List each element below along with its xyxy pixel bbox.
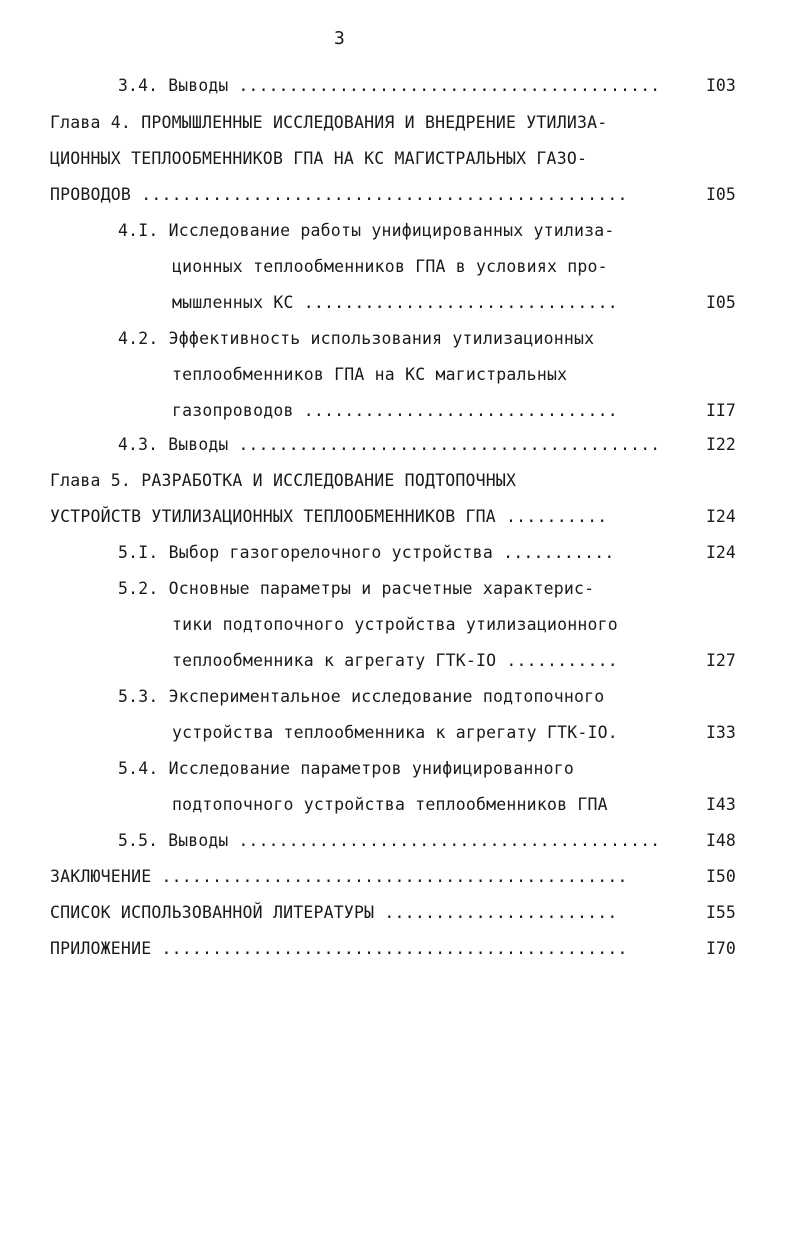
toc-entry-5-1[interactable]: 5.I. Выбор газогорелочного устройства ........... — [118, 543, 615, 562]
toc-entry-4-1-line2[interactable]: ционных теплообменников ГПА в условиях про- — [172, 257, 608, 276]
toc-references[interactable]: СПИСОК ИСПОЛЬЗОВАННОЙ ЛИТЕРАТУРЫ ....................... — [50, 903, 618, 922]
toc-entry-4-1-line3[interactable]: мышленных КС ............................... — [172, 293, 618, 312]
toc-entry-5-3-line1[interactable]: 5.3. Экспериментальное исследование подтопочного — [118, 687, 605, 706]
toc-entry-5-4-line1[interactable]: 5.4. Исследование параметров унифицированного — [118, 759, 575, 778]
toc-page-5-4: I43 — [706, 795, 736, 814]
toc-entry-4-1-line1[interactable]: 4.I. Исследование работы унифицированных утилиза- — [118, 221, 615, 240]
toc-page-chapter-4: I05 — [706, 185, 736, 204]
toc-entry-5-2-line2[interactable]: тики подтопочного устройства утилизационного — [172, 615, 618, 634]
toc-entry-3-4[interactable]: 3.4. Выводы .......................................... — [118, 76, 661, 95]
toc-page-5-2: I27 — [706, 651, 736, 670]
toc-page-references: I55 — [706, 903, 736, 922]
toc-entry-4-3[interactable]: 4.3. Выводы .......................................... — [118, 435, 661, 454]
toc-page-appendix: I70 — [706, 939, 736, 958]
toc-entry-4-2-line1[interactable]: 4.2. Эффективность использования утилизационных — [118, 329, 595, 348]
toc-page-4-2: II7 — [706, 401, 736, 420]
toc-chapter-4-line2[interactable]: ЦИОННЫХ ТЕПЛООБМЕННИКОВ ГПА НА КС МАГИСТРАЛЬНЫХ ГАЗО- — [50, 149, 588, 168]
toc-conclusion[interactable]: ЗАКЛЮЧЕНИЕ .............................................. — [50, 867, 628, 886]
toc-page-chapter-5: I24 — [706, 507, 736, 526]
toc-page-3-4: I03 — [706, 76, 736, 95]
toc-appendix[interactable]: ПРИЛОЖЕНИЕ .............................................. — [50, 939, 628, 958]
toc-entry-5-4-line2[interactable]: подтопочного устройства теплообменников ГПА — [172, 795, 608, 814]
toc-page-4-1: I05 — [706, 293, 736, 312]
toc-entry-4-2-line2[interactable]: теплообменников ГПА на КС магистральных — [172, 365, 568, 384]
toc-chapter-5-line1[interactable]: Глава 5. РАЗРАБОТКА И ИССЛЕДОВАНИЕ ПОДТОПОЧНЫХ — [50, 471, 517, 490]
toc-entry-5-5[interactable]: 5.5. Выводы .......................................... — [118, 831, 661, 850]
toc-entry-5-2-line1[interactable]: 5.2. Основные параметры и расчетные характерис- — [118, 579, 595, 598]
toc-chapter-5-line2[interactable]: УСТРОЙСТВ УТИЛИЗАЦИОННЫХ ТЕПЛООБМЕННИКОВ ГПА .......... — [50, 507, 608, 526]
toc-chapter-4-line3[interactable]: ПРОВОДОВ ................................................ — [50, 185, 628, 204]
toc-page-5-1: I24 — [706, 543, 736, 562]
page-number: 3 — [334, 28, 345, 49]
toc-entry-5-2-line3[interactable]: теплообменника к агрегату ГТК-IO ........... — [172, 651, 618, 670]
toc-entry-4-2-line3[interactable]: газопроводов ............................... — [172, 401, 618, 420]
toc-page-4-3: I22 — [706, 435, 736, 454]
toc-page-5-3: I33 — [706, 723, 736, 742]
toc-page-5-5: I48 — [706, 831, 736, 850]
toc-chapter-4-line1[interactable]: Глава 4. ПРОМЫШЛЕННЫЕ ИССЛЕДОВАНИЯ И ВНЕДРЕНИЕ УТИЛИЗА- — [50, 113, 608, 132]
toc-page-conclusion: I50 — [706, 867, 736, 886]
toc-entry-5-3-line2[interactable]: устройства теплообменника к агрегату ГТК-IO. — [172, 723, 618, 742]
